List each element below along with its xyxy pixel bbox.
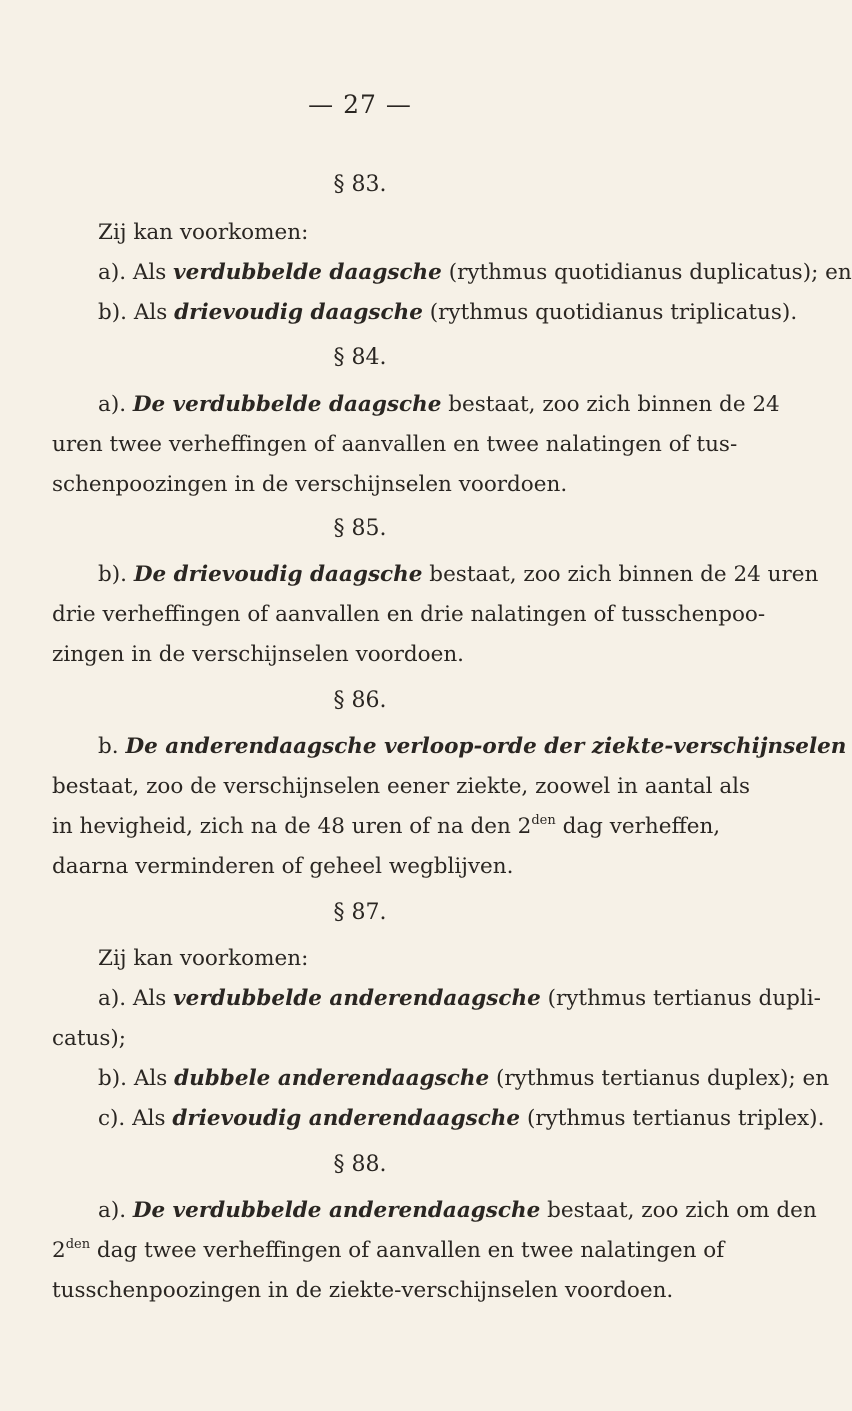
section-83-item-b: b). Als drievoudig daagsche (rythmus quotidianus triplicatus). <box>98 300 798 325</box>
section-85-line-2: drie verheffingen of aanvallen en drie nalatingen of tusschenpoo- <box>52 602 766 627</box>
section-87-intro: Zij kan voorkomen: <box>98 946 309 971</box>
section-86-line-4: daarna verminderen of geheel wegblijven. <box>52 854 514 879</box>
section-85-line-1: b). De drievoudig daagsche bestaat, zoo zich binnen de 24 uren <box>98 562 819 587</box>
section-87-item-b: b). Als dubbele anderendaagsche (rythmus tertianus duplex); en <box>98 1066 830 1091</box>
section-87-heading: § 87. <box>333 900 387 925</box>
page-number: — 27 — <box>308 90 412 119</box>
section-87-item-a: a). Als verdubbelde anderendaagsche (rythmus tertianus dupli- <box>98 986 821 1011</box>
section-84-line-3: schenpoozingen in de verschijnselen voordoen. <box>52 472 568 497</box>
section-83-item-a: a). Als verdubbelde daagsche (rythmus quotidianus duplicatus); en <box>98 260 852 285</box>
section-86-line-1: b. De anderendaagsche verloop-orde der ziekte-verschijnselen <box>98 734 847 759</box>
section-88-line-2: $2^{den}$ dag twee verheffingen of aanvallen en twee nalatingen of <box>52 1237 725 1263</box>
section-88-heading: § 88. <box>333 1152 387 1177</box>
section-83-intro: Zij kan voorkomen: <box>98 220 309 245</box>
section-86-line-3: in hevigheid, zich na de 48 uren of na den $2^{den}$ dag verheffen, <box>52 813 721 839</box>
section-86-heading: § 86. <box>333 688 387 713</box>
section-85-heading: § 85. <box>333 516 387 541</box>
section-84-heading: § 84. <box>333 345 387 370</box>
section-85-line-3: zingen in de verschijnselen voordoen. <box>52 642 465 667</box>
section-88-line-1: a). De verdubbelde anderendaagsche bestaat, zoo zich om den <box>98 1198 817 1223</box>
section-88-line-3: tusschenpoozingen in de ziekte-verschijnselen voordoen. <box>52 1278 674 1303</box>
section-84-line-2: uren twee verheffingen of aanvallen en twee nalatingen of tus- <box>52 432 738 457</box>
section-86-line-2: bestaat, zoo de verschijnselen eener ziekte, zoowel in aantal als <box>52 774 751 799</box>
section-83-heading: § 83. <box>333 172 387 197</box>
section-87-item-c: c). Als drievoudig anderendaagsche (rythmus tertianus triplex). <box>98 1106 825 1131</box>
section-84-line-1: a). De verdubbelde daagsche bestaat, zoo zich binnen de 24 <box>98 392 780 417</box>
section-87-item-a-cont: catus); <box>52 1026 127 1051</box>
